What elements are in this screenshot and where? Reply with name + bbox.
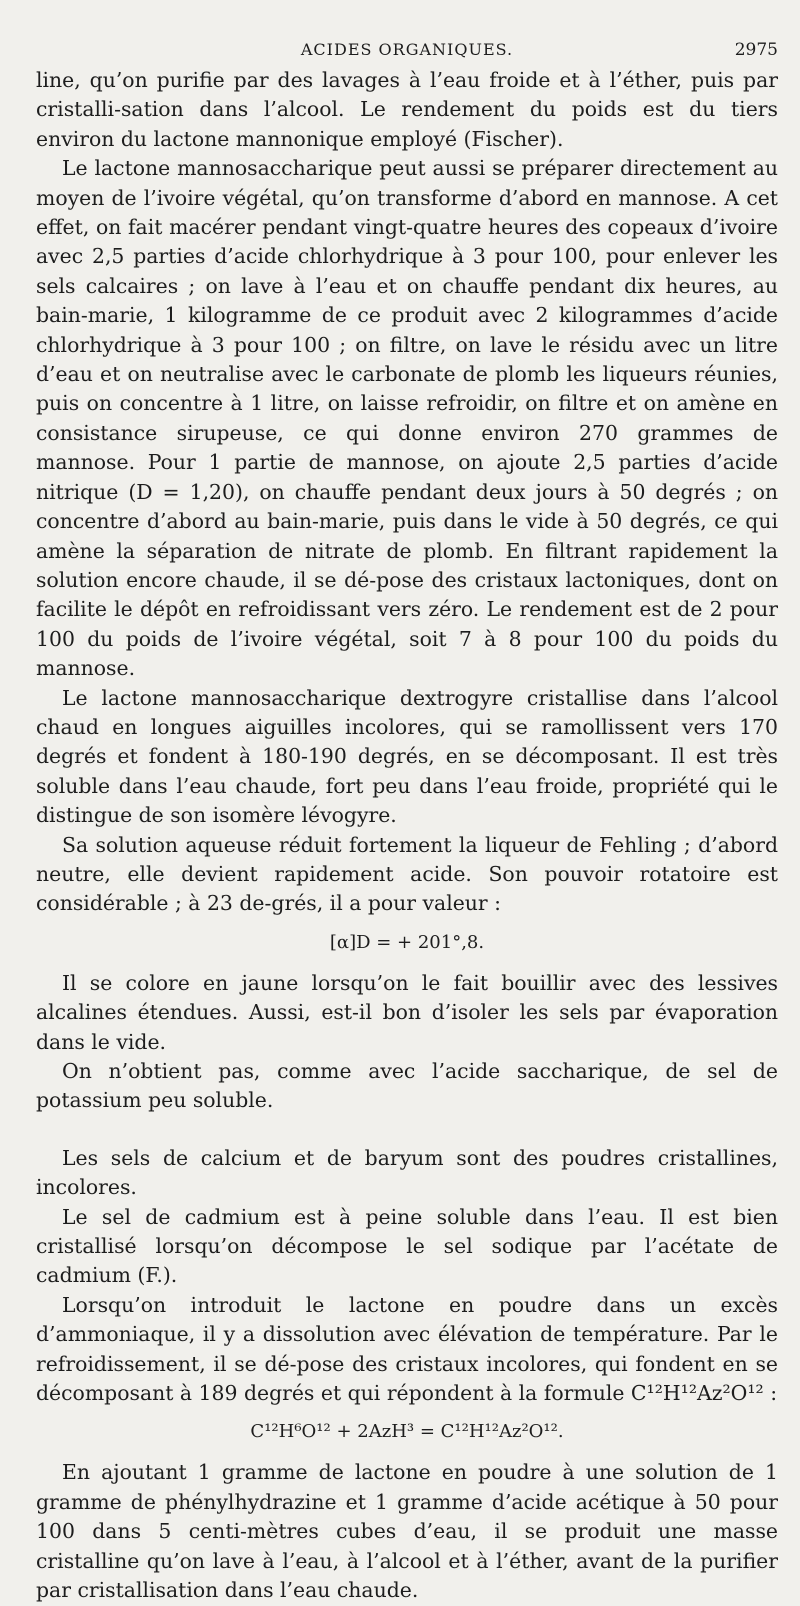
body-text [36,66,778,1606]
paragraph: En ajoutant 1 gramme de lactone en poudre à une solution de 1 gramme de phénylhydrazine et 1 gramme d’acide acétique à 50 pour 100 dans 5 centi-mètres cubes d’eau, il se produit une masse cristalline qu’on lave à l’eau, à l’alcool et à l’éther, avant de la purifier par cristallisation dans l’eau chaude. [36,1460,778,1603]
paragraph: Le lactone mannosaccharique peut aussi se préparer directement au moyen de l’ivoire végétal, qu’on transforme d’abord en mannose. A cet effet, on fait macérer pendant vingt-quatre heures des copeaux d’ivoire avec 2,5 parties d’acide chlorhydrique à 3 pour 100, pour enlever les sels calcaires ; on lave à l’eau et on chauffe pendant dix heures, au bain-marie, 1 kilogramme de ce produit avec 2 kilogrammes d’acide chlorhydrique à 3 pour 100 ; on filtre, on lave le résidu avec un litre d’eau et on neutralise avec le carbonate de plomb les liqueurs réunies, puis on concentre à 1 litre, on laisse refroidir, on filtre et on amène en consistance sirupeuse, ce qui donne environ 270 grammes de mannose. Pour 1 partie de mannose, on ajoute 2,5 parties d’acide nitrique (D = 1,20), on chauffe pendant deux jours à 50 degrés ; on concentre d’abord au bain-marie, puis dans le vide à 50 degrés, ce qui amène la séparation de nitrate de plomb. En filtrant rapidement la solution encore chaude, il se dé-pose des cristaux lactoniques, dont on facilite le dépôt en refroidissant vers zéro. Le rendement est de 2 pour 100 du poids de l’ivoire végétal, soit 7 à 8 pour 100 du poids du mannose. [36,156,778,681]
paragraph-cadmium: Le sel de cadmium est à peine soluble dans l’eau. Il est bien cristallisé lorsqu’on décompose le sel sodique par l’acétate de cadmium (F.). [36,1204,778,1288]
paragraph: line, qu’on purifie par des lavages à l’eau froide et à l’éther, puis par cristalli-sation dans l’alcool. Le rendement du poids est du tiers environ du lactone mannonique employé (Fischer). [36,68,778,151]
page-header [36,36,778,66]
rotation-formula: [α]D = + 201°,8. [329,931,485,953]
paragraph-salts: Les sels de calcium et de baryum sont des poudres cristallines, incolores. [36,1145,778,1200]
paragraph: Il se colore en jaune lorsqu’on le fait bouillir avec des lessives alcalines étendues. Aussi, est-il bon d’isoler les sels par évaporation dans le vide. [36,970,778,1054]
paragraph: Sa solution aqueuse réduit fortement la liqueur de Fehling ; d’abord neutre, elle devient rapidement acide. Son pouvoir rotatoire est considérable ; à 23 de-grés, il a pour valeur : [36,832,778,916]
section-gap [36,1116,778,1144]
paragraph: Le lactone mannosaccharique dextrogyre cristallise dans l’alcool chaud en longues aiguilles incolores, qui se ramollissent vers 170 degrés et fondent à 180-190 degrés, en se décomposant. Il est très soluble dans l’eau chaude, fort peu dans l’eau froide, propriété qui le distingue de son isomère lévogyre. [36,685,778,828]
running-head: ACIDES ORGANIQUES. [300,40,514,59]
reaction-formula: C¹²H⁶O¹² + 2AzH³ = C¹²H¹²Az²O¹². [250,1421,564,1443]
paragraph: On n’obtient pas, comme avec l’acide saccharique, de sel de potassium peu soluble. [36,1059,778,1113]
paragraph: Lorsqu’on introduit le lactone en poudre dans un excès d’ammoniaque, il y a dissolution avec élévation de température. Par le refroidissement, il se dé-pose des cristaux incolores, qui fondent en se décomposant à 189 degrés et qui répondent à la formule C¹²H¹²Az²O¹² : [36,1292,778,1406]
page-number: 2975 [734,40,778,60]
